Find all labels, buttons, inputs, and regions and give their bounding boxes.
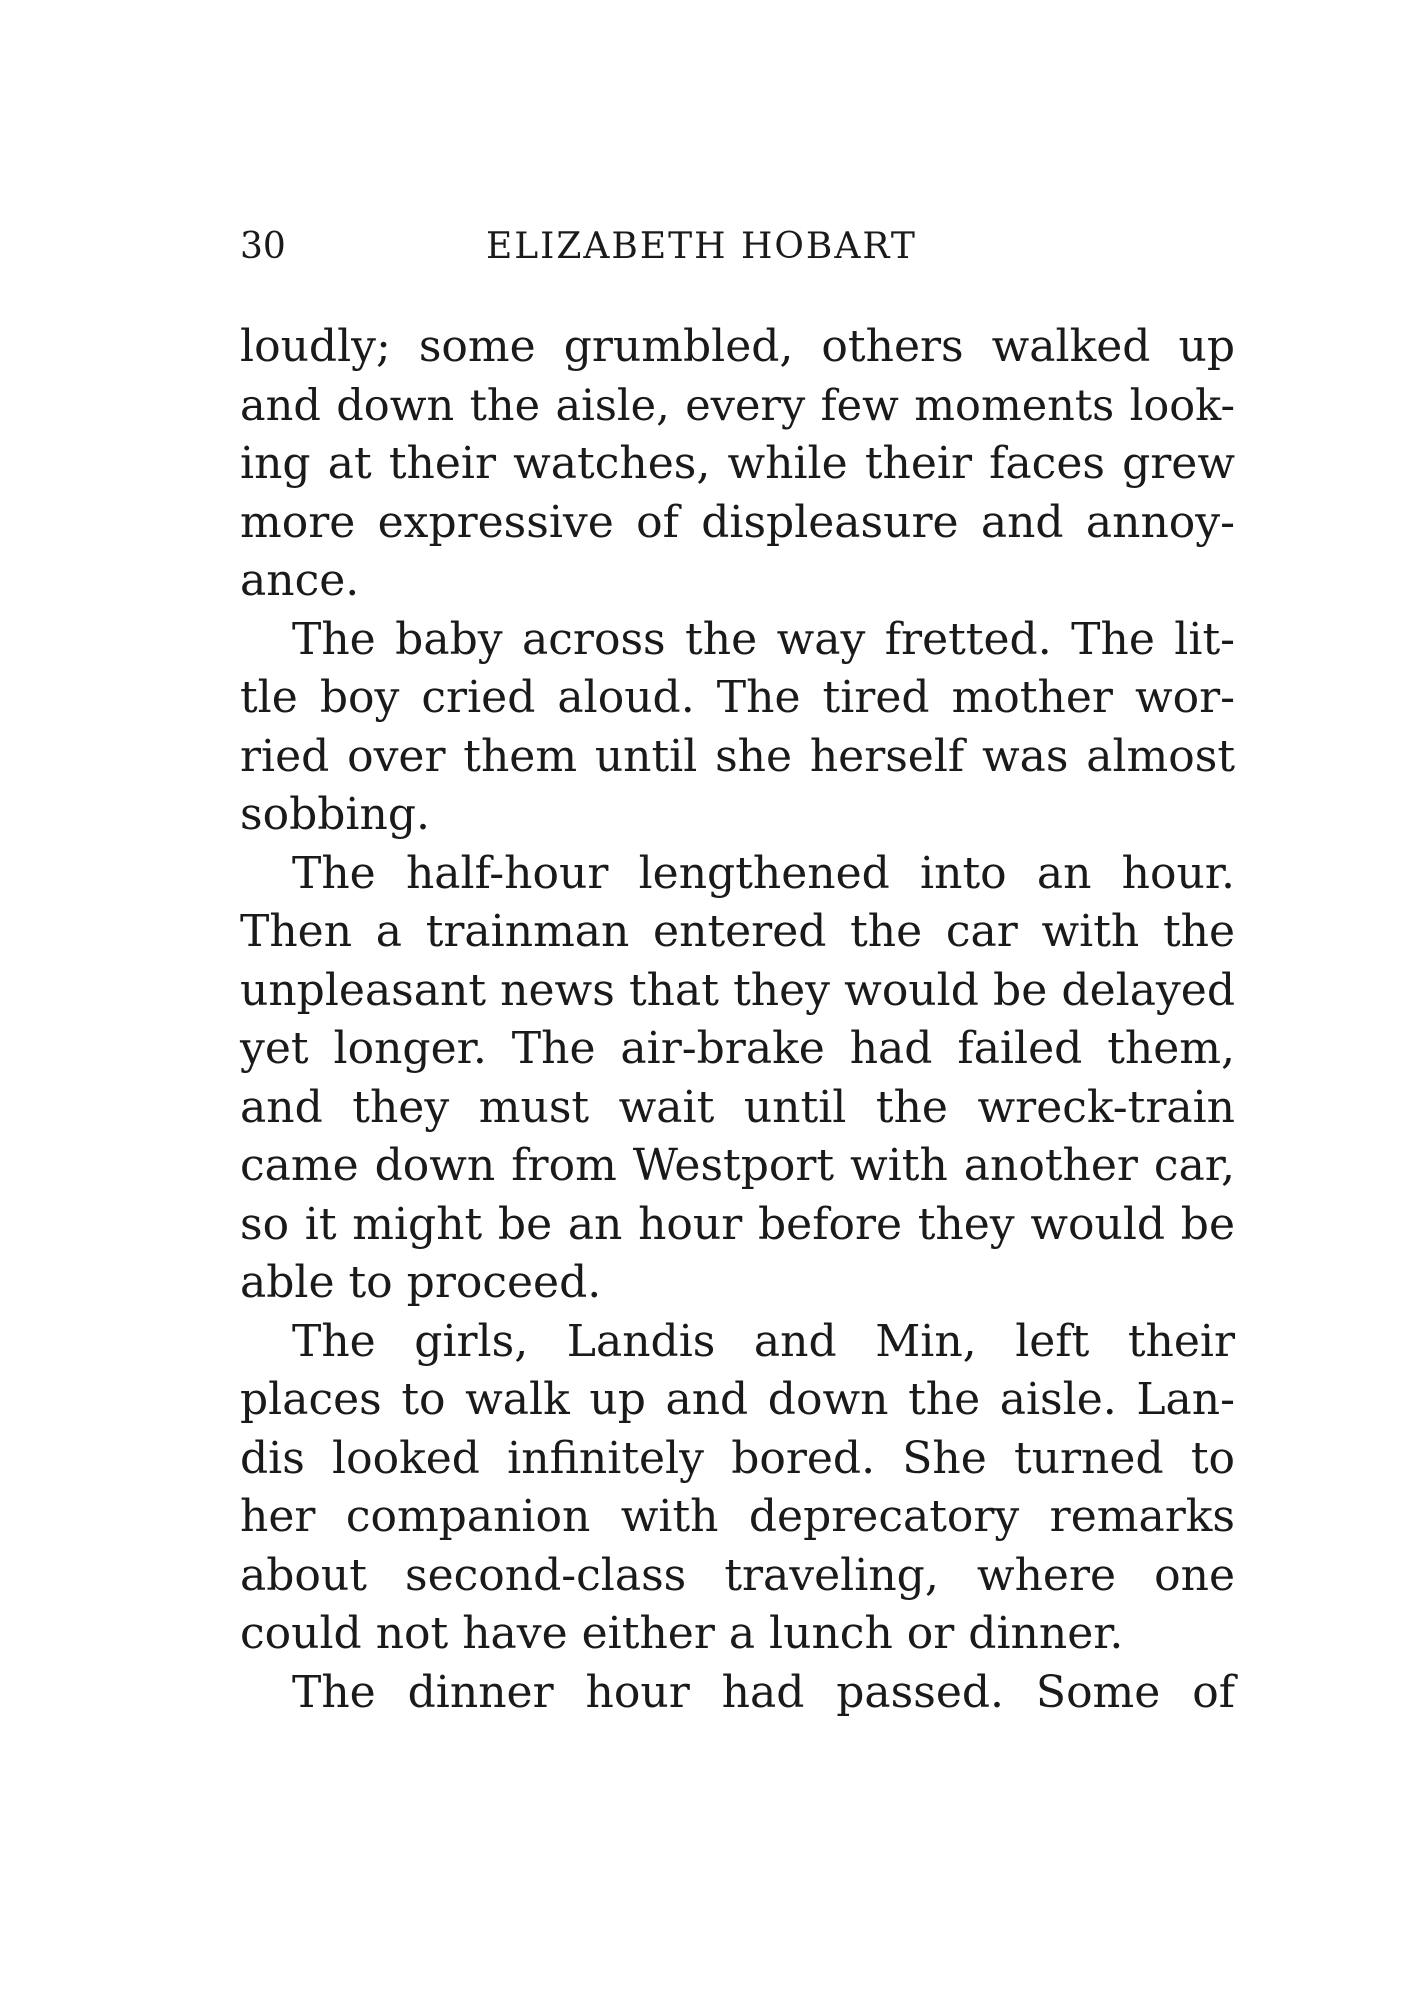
text-line: and down the aisle, every few moments look- [240,380,1235,431]
text-line: tle boy cried aloud. The tired mother wor- [240,672,1235,723]
text-line: dis looked infinitely bored. She turned to [240,1432,1235,1484]
text-line: came down from Westport with another car, [240,1140,1235,1191]
text-line: The baby across the way fretted. The lit- [292,613,1235,665]
text-line: Then a trainman entered the car with the [240,906,1235,957]
body-text [240,318,1235,1722]
text-line: ing at their watches, while their faces grew [240,438,1235,489]
text-line: The dinner hour had passed. Some of [292,1666,1235,1718]
text-line: yet longer. The air-brake had failed them, [240,1023,1235,1074]
book-title: ELIZABETH HOBART [486,226,917,267]
text-line: so it might be an hour before they would be [240,1198,1235,1250]
text-line: loudly; some grumbled, others walked up [240,321,1235,372]
text-line: ried over them until she herself was almost [240,730,1235,782]
text-line: about second-class traveling, where one [240,1549,1235,1601]
text-line: sobbing. [240,789,430,840]
text-line: places to walk up and down the aisle. Lan- [240,1374,1235,1425]
text-line: able to proceed. [240,1257,602,1308]
text-line: her companion with deprecatory remarks [240,1491,1235,1542]
running-head [240,222,1230,272]
text-line: The half-hour lengthened into an hour. [292,847,1235,899]
text-line: and they must wait until the wreck-train [240,1081,1235,1133]
text-line: The girls, Landis and Min, left their [292,1315,1235,1367]
text-line: more expressive of displeasure and annoy- [240,496,1235,548]
text-line: ance. [240,555,360,606]
text-line: could not have either a lunch or dinner. [240,1608,1124,1659]
page-number: 30 [240,226,286,267]
text-line: unpleasant news that they would be delayed [240,964,1235,1016]
